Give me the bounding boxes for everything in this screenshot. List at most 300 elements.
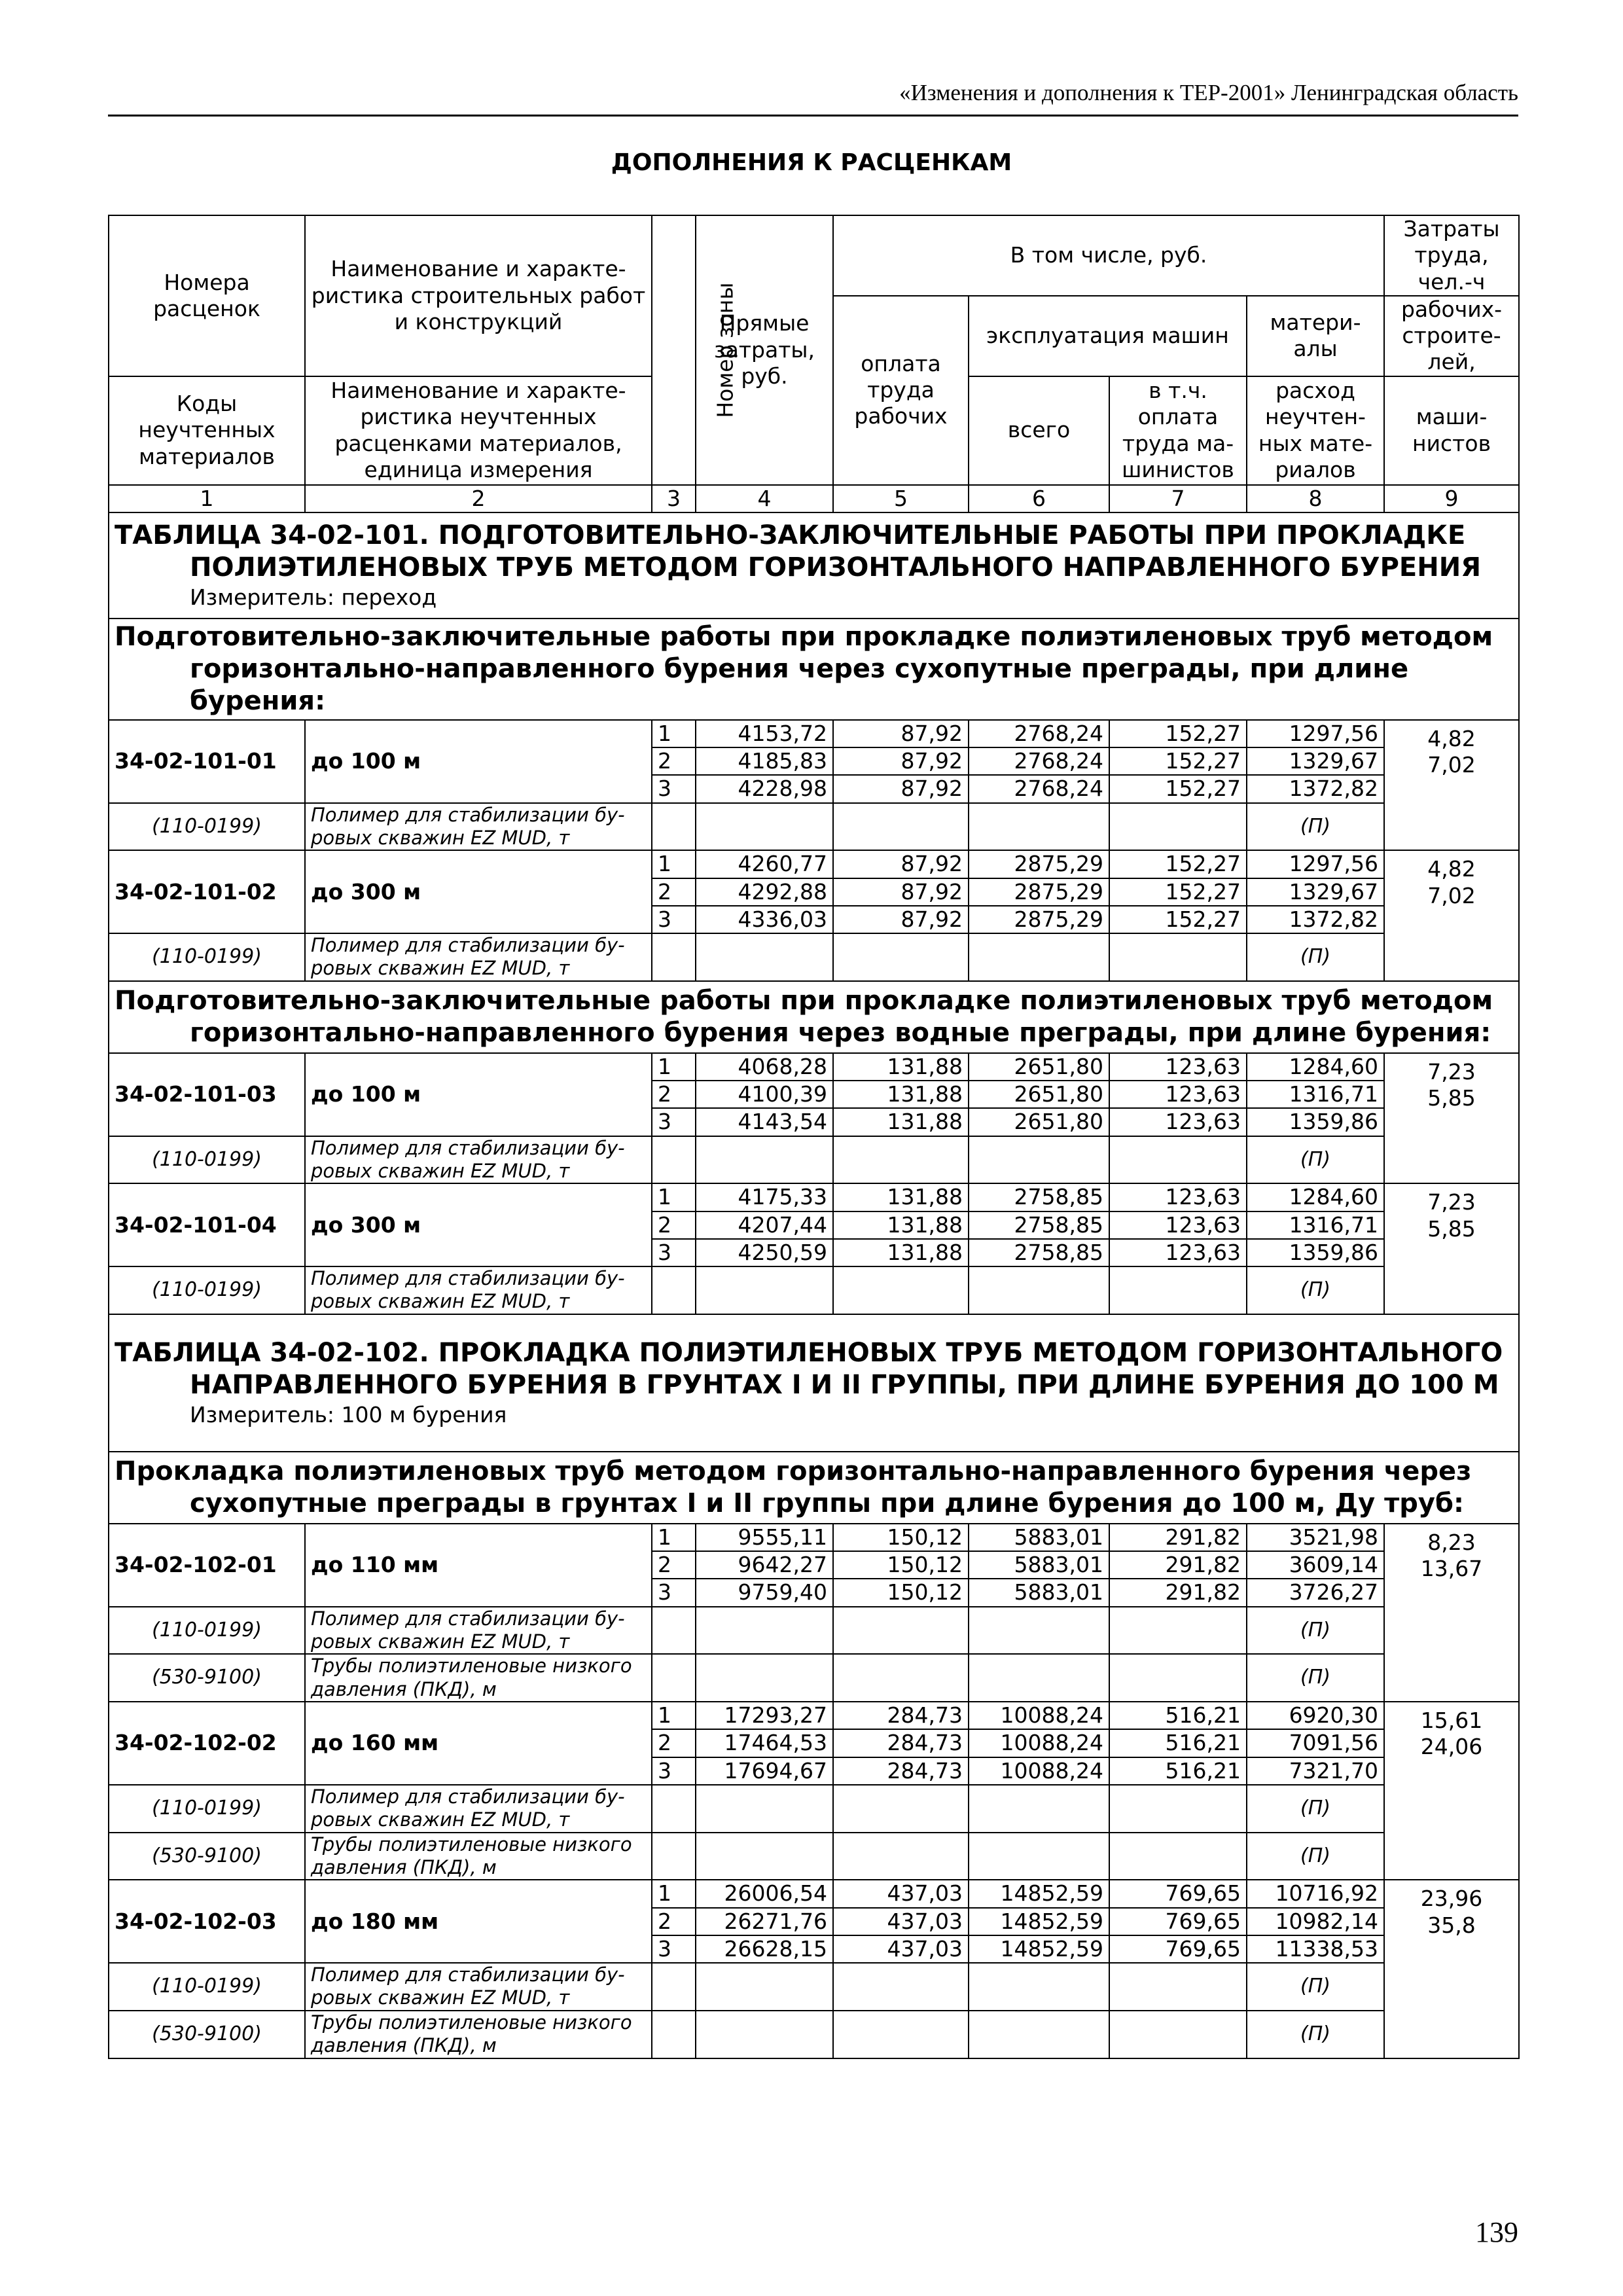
empty-cell	[1109, 1833, 1247, 1880]
subsection-row	[109, 981, 1519, 1053]
empty-cell	[833, 1654, 969, 1702]
empty-cell	[696, 2011, 833, 2058]
col-num: 4	[696, 485, 833, 512]
direct-cost: 9642,27	[696, 1551, 833, 1579]
labor-costs	[1384, 1702, 1519, 1880]
wages-cost: 284,73	[833, 1702, 969, 1729]
labor-workers: 23,96	[1420, 1886, 1483, 1912]
empty-cell	[652, 1136, 696, 1184]
page-number: 139	[1475, 2216, 1518, 2248]
wages-cost: 131,88	[833, 1211, 969, 1239]
wages-cost: 437,03	[833, 1880, 969, 1907]
direct-cost: 4336,03	[696, 906, 833, 933]
empty-cell	[652, 1654, 696, 1702]
column-number-row	[109, 485, 1519, 512]
zone-number: 2	[652, 747, 696, 775]
labor-costs	[1384, 1880, 1519, 2058]
materials-cost: 6920,30	[1247, 1702, 1384, 1729]
machines-total: 2768,24	[969, 720, 1109, 747]
empty-cell	[833, 1136, 969, 1184]
empty-cell	[696, 1963, 833, 2011]
labor-machinists: 24,06	[1420, 1734, 1483, 1760]
empty-cell	[696, 1607, 833, 1655]
machinist-wages: 123,63	[1109, 1053, 1247, 1081]
machines-total: 2651,80	[969, 1053, 1109, 1081]
zone-number: 3	[652, 1935, 696, 1963]
empty-cell	[696, 933, 833, 981]
col-num: 2	[305, 485, 652, 512]
wages-cost: 131,88	[833, 1081, 969, 1108]
empty-cell	[652, 2011, 696, 2058]
rate-row	[109, 720, 1519, 747]
empty-cell	[652, 1833, 696, 1880]
machinist-wages: 769,65	[1109, 1908, 1247, 1935]
col-rate-numbers: Номера расценок	[109, 215, 305, 376]
direct-cost: 4292,88	[696, 878, 833, 906]
col-material-codes: Коды неучтенных материалов	[109, 376, 305, 485]
wages-cost: 87,92	[833, 878, 969, 906]
rates-table-body	[109, 215, 1519, 2058]
table-title-line: ТАБЛИЦА 34-02-101. ПОДГОТОВИТЕЛЬНО-ЗАКЛЮЧИТЕЛЬНЫЕ РАБОТЫ ПРИ ПРОКЛАДКЕ	[115, 520, 1466, 550]
material-unaccounted-mark: (П)	[1247, 1136, 1384, 1184]
empty-cell	[969, 1136, 1109, 1184]
machines-total: 10088,24	[969, 1729, 1109, 1757]
zone-number: 2	[652, 1081, 696, 1108]
col-num: 9	[1384, 485, 1519, 512]
material-name: Полимер для стабилизации бу-ровых скважин EZ MUD, т	[305, 1785, 652, 1833]
zone-number: 3	[652, 775, 696, 802]
machinist-wages: 152,27	[1109, 906, 1247, 933]
labor-costs	[1384, 1183, 1519, 1314]
empty-cell	[1109, 933, 1247, 981]
empty-cell	[969, 803, 1109, 851]
material-name: Полимер для стабилизации бу-ровых скважин EZ MUD, т	[305, 803, 652, 851]
empty-cell	[652, 803, 696, 851]
rate-name: до 300 м	[305, 1183, 652, 1266]
machines-total: 2768,24	[969, 775, 1109, 802]
empty-cell	[969, 1963, 1109, 2011]
empty-cell	[969, 1654, 1109, 1702]
zone-number: 1	[652, 720, 696, 747]
subsection-title-line: Подготовительно-заключительные работы при прокладке полиэтиленовых труб методом	[115, 622, 1493, 653]
direct-cost: 17464,53	[696, 1729, 833, 1757]
col-num: 5	[833, 485, 969, 512]
machinist-wages: 152,27	[1109, 720, 1247, 747]
labor-workers: 15,61	[1420, 1708, 1483, 1733]
zone-number: 2	[652, 1211, 696, 1239]
material-row	[109, 1136, 1519, 1184]
rate-code: 34-02-102-01	[109, 1524, 305, 1607]
wages-cost: 87,92	[833, 775, 969, 802]
material-unaccounted-mark: (П)	[1247, 1654, 1384, 1702]
rate-name: до 160 мм	[305, 1702, 652, 1785]
materials-cost: 1359,86	[1247, 1239, 1384, 1266]
col-num: 3	[652, 485, 696, 512]
material-name: Полимер для стабилизации бу-ровых скважин EZ MUD, т	[305, 933, 652, 981]
machines-total: 14852,59	[969, 1935, 1109, 1963]
header-rule	[108, 115, 1518, 117]
machinist-wages: 291,82	[1109, 1551, 1247, 1579]
wages-cost: 131,88	[833, 1053, 969, 1081]
subsection-title	[109, 619, 1519, 720]
wages-cost: 131,88	[833, 1108, 969, 1136]
col-num: 7	[1109, 485, 1247, 512]
material-code: (530-9100)	[109, 1833, 305, 1880]
empty-cell	[969, 1785, 1109, 1833]
rate-row	[109, 1053, 1519, 1081]
rate-name: до 110 мм	[305, 1524, 652, 1607]
empty-cell	[833, 803, 969, 851]
direct-cost: 26271,76	[696, 1908, 833, 1935]
machines-total: 2875,29	[969, 878, 1109, 906]
labor-costs	[1384, 1053, 1519, 1184]
empty-cell	[969, 1266, 1109, 1314]
table-measure: Измеритель: 100 м бурения	[190, 1402, 507, 1428]
rate-code: 34-02-101-02	[109, 850, 305, 933]
empty-cell	[652, 933, 696, 981]
header-row-1	[109, 215, 1519, 296]
rate-row	[109, 1524, 1519, 1551]
col-num: 6	[969, 485, 1109, 512]
direct-cost: 17293,27	[696, 1702, 833, 1729]
labor-workers: 4,82	[1427, 725, 1476, 751]
material-row	[109, 1833, 1519, 1880]
col-machines: эксплуатация машин	[969, 296, 1247, 376]
materials-cost: 1284,60	[1247, 1053, 1384, 1081]
material-row	[109, 2011, 1519, 2058]
machinist-wages: 152,27	[1109, 775, 1247, 802]
zone-number: 2	[652, 1908, 696, 1935]
subsection-title-line: горизонтально-направленного бурения через водные преграды, при длине бурения:	[190, 1017, 1491, 1048]
table-title-line: НАПРАВЛЕННОГО БУРЕНИЯ В ГРУНТАХ I И II ГРУППЫ, ПРИ ДЛИНЕ БУРЕНИЯ ДО 100 М	[190, 1369, 1499, 1400]
empty-cell	[696, 803, 833, 851]
zone-number: 3	[652, 1108, 696, 1136]
empty-cell	[652, 1785, 696, 1833]
material-code: (530-9100)	[109, 1654, 305, 1702]
materials-cost: 1329,67	[1247, 747, 1384, 775]
wages-cost: 150,12	[833, 1524, 969, 1551]
labor-machinists: 7,02	[1427, 882, 1476, 908]
machines-total: 2651,80	[969, 1108, 1109, 1136]
subsection-title-line: сухопутные преграды в грунтах I и II группы при длине бурения до 100 м, Ду труб:	[190, 1488, 1464, 1518]
empty-cell	[833, 1266, 969, 1314]
rate-row	[109, 1880, 1519, 1907]
machinist-wages: 152,27	[1109, 747, 1247, 775]
wages-cost: 87,92	[833, 906, 969, 933]
materials-cost: 1329,67	[1247, 878, 1384, 906]
material-name: Трубы полиэтиленовые низкого давления (ПКД), м	[305, 1833, 652, 1880]
machines-total: 2768,24	[969, 747, 1109, 775]
material-code: (110-0199)	[109, 1266, 305, 1314]
material-code: (110-0199)	[109, 1963, 305, 2011]
machines-total: 5883,01	[969, 1579, 1109, 1606]
col-materials: матери-алы	[1247, 296, 1384, 376]
empty-cell	[1109, 1654, 1247, 1702]
direct-cost: 4260,77	[696, 850, 833, 878]
direct-cost: 4228,98	[696, 775, 833, 802]
materials-cost: 1316,71	[1247, 1211, 1384, 1239]
direct-cost: 4185,83	[696, 747, 833, 775]
zone-number: 1	[652, 1053, 696, 1081]
direct-cost: 26006,54	[696, 1880, 833, 1907]
empty-cell	[1109, 1266, 1247, 1314]
labor-workers: 4,82	[1427, 856, 1476, 882]
col-work-name: Наименование и характе-ристика строительных работ и конструкций	[305, 215, 652, 376]
col-machinists: маши-нистов	[1384, 376, 1519, 485]
materials-cost: 1372,82	[1247, 775, 1384, 802]
table-section-row	[109, 512, 1519, 619]
zone-number: 1	[652, 850, 696, 878]
material-unaccounted-mark: (П)	[1247, 1963, 1384, 2011]
wages-cost: 131,88	[833, 1239, 969, 1266]
direct-cost: 4068,28	[696, 1053, 833, 1081]
machinist-wages: 769,65	[1109, 1935, 1247, 1963]
empty-cell	[969, 1607, 1109, 1655]
machinist-wages: 516,21	[1109, 1757, 1247, 1785]
material-code: (110-0199)	[109, 1136, 305, 1184]
materials-cost: 1372,82	[1247, 906, 1384, 933]
table-title-line: ПОЛИЭТИЛЕНОВЫХ ТРУБ МЕТОДОМ ГОРИЗОНТАЛЬНОГО НАПРАВЛЕННОГО БУРЕНИЯ	[190, 552, 1482, 583]
table-section-row	[109, 1314, 1519, 1452]
document-title: ДОПОЛНЕНИЯ К РАСЦЕНКАМ	[611, 149, 1012, 176]
machines-total: 10088,24	[969, 1757, 1109, 1785]
machinist-wages: 123,63	[1109, 1183, 1247, 1211]
empty-cell	[1109, 1785, 1247, 1833]
empty-cell	[696, 1654, 833, 1702]
wages-cost: 437,03	[833, 1908, 969, 1935]
empty-cell	[696, 1785, 833, 1833]
material-code: (110-0199)	[109, 933, 305, 981]
zone-number: 2	[652, 878, 696, 906]
machines-total: 2758,85	[969, 1211, 1109, 1239]
material-unaccounted-mark: (П)	[1247, 1266, 1384, 1314]
material-unaccounted-mark: (П)	[1247, 2011, 1384, 2058]
running-header: «Изменения и дополнения к ТЕР-2001» Ленинградская область	[899, 80, 1518, 105]
machinist-wages: 152,27	[1109, 850, 1247, 878]
rate-name: до 100 м	[305, 1053, 652, 1136]
material-code: (110-0199)	[109, 803, 305, 851]
material-unaccounted-mark: (П)	[1247, 1607, 1384, 1655]
empty-cell	[696, 1833, 833, 1880]
direct-cost: 4250,59	[696, 1239, 833, 1266]
zone-number: 2	[652, 1551, 696, 1579]
materials-cost: 3726,27	[1247, 1579, 1384, 1606]
material-unaccounted-mark: (П)	[1247, 1785, 1384, 1833]
col-material-name: Наименование и характе-ристика неучтенных расценками материалов, единица измерения	[305, 376, 652, 485]
material-name: Полимер для стабилизации бу-ровых скважин EZ MUD, т	[305, 1136, 652, 1184]
machinist-wages: 291,82	[1109, 1579, 1247, 1606]
labor-workers: 7,23	[1427, 1058, 1476, 1085]
material-row	[109, 1963, 1519, 2011]
empty-cell	[1109, 803, 1247, 851]
wages-cost: 131,88	[833, 1183, 969, 1211]
col-zone-label: Номер зоны	[712, 282, 738, 418]
wages-cost: 437,03	[833, 1935, 969, 1963]
wages-cost: 284,73	[833, 1757, 969, 1785]
empty-cell	[1109, 1136, 1247, 1184]
materials-cost: 10716,92	[1247, 1880, 1384, 1907]
empty-cell	[652, 1607, 696, 1655]
machinist-wages: 769,65	[1109, 1880, 1247, 1907]
zone-number: 1	[652, 1524, 696, 1551]
rate-code: 34-02-101-03	[109, 1053, 305, 1136]
machinist-wages: 123,63	[1109, 1081, 1247, 1108]
zone-number: 1	[652, 1702, 696, 1729]
material-unaccounted-mark: (П)	[1247, 1833, 1384, 1880]
col-labor-costs: Затраты труда, чел.-ч	[1384, 215, 1519, 296]
materials-cost: 1297,56	[1247, 850, 1384, 878]
zone-number: 3	[652, 906, 696, 933]
machines-total: 14852,59	[969, 1880, 1109, 1907]
machinist-wages: 152,27	[1109, 878, 1247, 906]
col-direct-costs: Прямые затраты, руб.	[696, 215, 833, 485]
machines-total: 10088,24	[969, 1702, 1109, 1729]
material-code: (530-9100)	[109, 2011, 305, 2058]
direct-cost: 9555,11	[696, 1524, 833, 1551]
rate-name: до 300 м	[305, 850, 652, 933]
col-including: В том числе, руб.	[833, 215, 1384, 296]
materials-cost: 1297,56	[1247, 720, 1384, 747]
zone-number: 2	[652, 1729, 696, 1757]
material-row	[109, 1654, 1519, 1702]
subsection-title-line: Прокладка полиэтиленовых труб методом горизонтально-направленного бурения через	[115, 1456, 1472, 1486]
materials-cost: 11338,53	[1247, 1935, 1384, 1963]
direct-cost: 4153,72	[696, 720, 833, 747]
material-name: Полимер для стабилизации бу-ровых скважин EZ MUD, т	[305, 1607, 652, 1655]
rate-name: до 100 м	[305, 720, 652, 803]
empty-cell	[696, 1136, 833, 1184]
col-workers: рабочих-строите-лей,	[1384, 296, 1519, 376]
direct-cost: 17694,67	[696, 1757, 833, 1785]
labor-costs	[1384, 850, 1519, 981]
wages-cost: 87,92	[833, 850, 969, 878]
labor-workers: 7,23	[1427, 1189, 1476, 1215]
rate-code: 34-02-102-02	[109, 1702, 305, 1785]
labor-machinists: 5,85	[1427, 1085, 1476, 1111]
materials-cost: 3609,14	[1247, 1551, 1384, 1579]
material-row	[109, 1266, 1519, 1314]
rate-code: 34-02-102-03	[109, 1880, 305, 1963]
empty-cell	[652, 1266, 696, 1314]
direct-cost: 4100,39	[696, 1081, 833, 1108]
materials-cost: 1284,60	[1247, 1183, 1384, 1211]
zone-number: 1	[652, 1183, 696, 1211]
machines-total: 5883,01	[969, 1524, 1109, 1551]
materials-cost: 1316,71	[1247, 1081, 1384, 1108]
empty-cell	[1109, 1963, 1247, 2011]
material-row	[109, 1607, 1519, 1655]
empty-cell	[833, 1833, 969, 1880]
rate-row	[109, 1702, 1519, 1729]
rate-code: 34-02-101-04	[109, 1183, 305, 1266]
col-num: 8	[1247, 485, 1384, 512]
labor-machinists: 7,02	[1427, 752, 1476, 778]
materials-cost: 7091,56	[1247, 1729, 1384, 1757]
empty-cell	[833, 1607, 969, 1655]
machinist-wages: 123,63	[1109, 1108, 1247, 1136]
subsection-title-line: Подготовительно-заключительные работы при прокладке полиэтиленовых труб методом	[115, 985, 1493, 1016]
machines-total: 14852,59	[969, 1908, 1109, 1935]
wages-cost: 150,12	[833, 1579, 969, 1606]
wages-cost: 87,92	[833, 720, 969, 747]
material-name: Полимер для стабилизации бу-ровых скважин EZ MUD, т	[305, 1266, 652, 1314]
material-name: Трубы полиэтиленовые низкого давления (ПКД), м	[305, 2011, 652, 2058]
machinist-wages: 291,82	[1109, 1524, 1247, 1551]
zone-number: 3	[652, 1757, 696, 1785]
table-section-title	[109, 512, 1519, 619]
wages-cost: 150,12	[833, 1551, 969, 1579]
labor-costs	[1384, 720, 1519, 851]
col-machinist-wages: в т.ч. оплата труда ма-шинистов	[1109, 376, 1247, 485]
machines-total: 2875,29	[969, 906, 1109, 933]
materials-cost: 3521,98	[1247, 1524, 1384, 1551]
material-code: (110-0199)	[109, 1785, 305, 1833]
table-measure: Измеритель: переход	[190, 584, 437, 611]
subsection-title	[109, 1452, 1519, 1524]
zone-number: 1	[652, 1880, 696, 1907]
empty-cell	[969, 933, 1109, 981]
machines-total: 5883,01	[969, 1551, 1109, 1579]
labor-machinists: 35,8	[1427, 1912, 1476, 1938]
subsection-title	[109, 981, 1519, 1053]
table-title-line: ТАБЛИЦА 34-02-102. ПРОКЛАДКА ПОЛИЭТИЛЕНОВЫХ ТРУБ МЕТОДОМ ГОРИЗОНТАЛЬНОГО	[115, 1337, 1503, 1368]
labor-machinists: 5,85	[1427, 1215, 1476, 1242]
col-machines-total: всего	[969, 376, 1109, 485]
table-section-title	[109, 1314, 1519, 1452]
col-unaccounted: расход неучтен-ных мате-риалов	[1247, 376, 1384, 485]
zone-number: 3	[652, 1239, 696, 1266]
rate-row	[109, 850, 1519, 878]
material-row	[109, 803, 1519, 851]
direct-cost: 4143,54	[696, 1108, 833, 1136]
material-row	[109, 933, 1519, 981]
empty-cell	[833, 1785, 969, 1833]
subsection-row	[109, 1452, 1519, 1524]
materials-cost: 10982,14	[1247, 1908, 1384, 1935]
labor-machinists: 13,67	[1420, 1556, 1483, 1581]
empty-cell	[1109, 1607, 1247, 1655]
machines-total: 2758,85	[969, 1239, 1109, 1266]
empty-cell	[969, 2011, 1109, 2058]
material-name: Трубы полиэтиленовые низкого давления (ПКД), м	[305, 1654, 652, 1702]
material-row	[109, 1785, 1519, 1833]
col-wages: оплата труда рабочих	[833, 296, 969, 485]
rate-row	[109, 1183, 1519, 1211]
rate-code: 34-02-101-01	[109, 720, 305, 803]
rate-name: до 180 мм	[305, 1880, 652, 1963]
material-unaccounted-mark: (П)	[1247, 803, 1384, 851]
labor-workers: 8,23	[1427, 1529, 1476, 1555]
col-num: 1	[109, 485, 305, 512]
empty-cell	[652, 1963, 696, 2011]
labor-costs	[1384, 1524, 1519, 1702]
rates-table	[108, 215, 1520, 2059]
machinist-wages: 516,21	[1109, 1702, 1247, 1729]
empty-cell	[833, 1963, 969, 2011]
empty-cell	[833, 933, 969, 981]
empty-cell	[1109, 2011, 1247, 2058]
col-zone	[652, 215, 738, 485]
material-unaccounted-mark: (П)	[1247, 933, 1384, 981]
machinist-wages: 123,63	[1109, 1211, 1247, 1239]
materials-cost: 7321,70	[1247, 1757, 1384, 1785]
machinist-wages: 123,63	[1109, 1239, 1247, 1266]
wages-cost: 87,92	[833, 747, 969, 775]
subsection-row	[109, 619, 1519, 720]
machines-total: 2651,80	[969, 1081, 1109, 1108]
zone-number: 3	[652, 1579, 696, 1606]
direct-cost: 26628,15	[696, 1935, 833, 1963]
